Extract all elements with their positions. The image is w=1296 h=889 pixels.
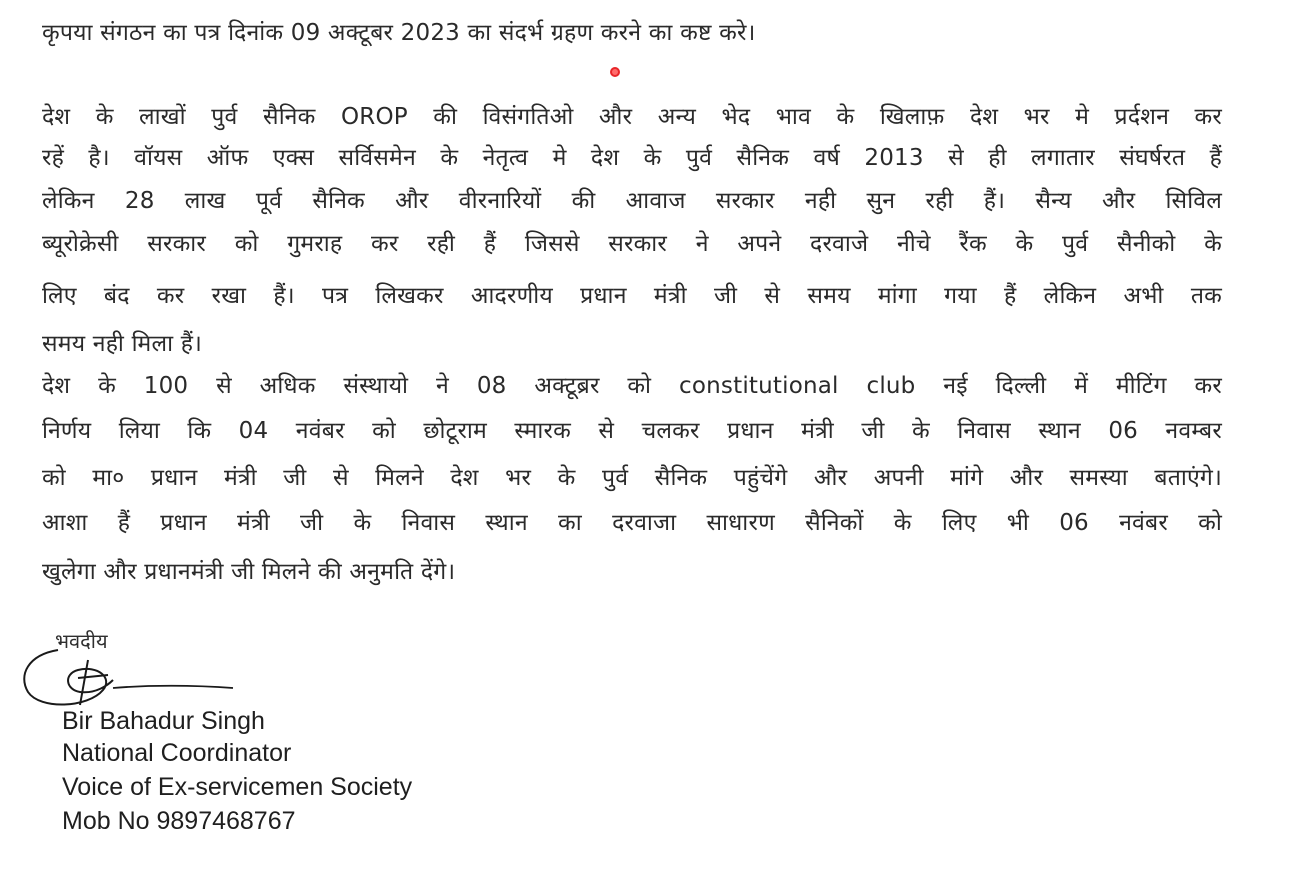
sender-name: Bir Bahadur Singh — [62, 707, 265, 735]
paragraph-1-line: लेकिन 28 लाख पूर्व सैनिक और वीरनारियों की आवाज सरकार नही सुन रही हैं। सैन्य और सिविल — [42, 188, 1222, 214]
paragraph-1-line: लिए बंद कर रखा हैं। पत्र लिखकर आदरणीय प्रधान मंत्री जी से समय मांगा गया हैं लेकिन अभी तक — [42, 283, 1222, 309]
reference-line: कृपया संगठन का पत्र दिनांक 09 अक्टूबर 2023 का संदर्भ ग्रहण करने का कष्ट करे। — [42, 20, 756, 46]
closing-salutation: भवदीय — [55, 629, 108, 653]
paragraph-1-line: समय नही मिला हैं। — [42, 331, 203, 357]
cursor-indicator-icon — [610, 67, 620, 77]
sender-organization: Voice of Ex-servicemen Society — [62, 773, 413, 801]
sender-mobile: Mob No 9897468767 — [62, 807, 296, 835]
sender-designation: National Coordinator — [62, 739, 292, 767]
paragraph-2-line: निर्णय लिया कि 04 नवंबर को छोटूराम स्मारक से चलकर प्रधान मंत्री जी के निवास स्थान 06 नवम्बर — [42, 418, 1222, 444]
paragraph-1-line: देश के लाखों पुर्व सैनिक OROP की विसंगतिओ और अन्य भेद भाव के खिलाफ़ देश भर मे प्रर्दशन कर — [42, 104, 1222, 130]
paragraph-2-line: को मा० प्रधान मंत्री जी से मिलने देश भर के पुर्व सैनिक पहुंचेंगे और अपनी मांगे और समस्या बताएंगे। — [42, 465, 1222, 491]
paragraph-2-line: आशा हैं प्रधान मंत्री जी के निवास स्थान का दरवाजा साधारण सैनिकों के लिए भी 06 नवंबर को — [42, 510, 1222, 536]
paragraph-2-line: देश के 100 से अधिक संस्थायो ने 08 अक्टूब्रर को constitutional club नई दिल्ली में मीटिंग कर — [42, 373, 1222, 399]
paragraph-1-line: ब्यूरोक्रेसी सरकार को गुमराह कर रही हैं जिससे सरकार ने अपने दरवाजे नीचे रैंक के पुर्व सैनीको के — [42, 231, 1222, 257]
paragraph-2-line: खुलेगा और प्रधानमंत्री जी मिलने की अनुमति देंगे। — [42, 559, 456, 585]
paragraph-1-line: रहें है। वॉयस ऑफ एक्स सर्विसमेन के नेतृत्व मे देश के पुर्व सैनिक वर्ष 2013 से ही लगातार संघर्षरत हैं — [42, 145, 1222, 171]
